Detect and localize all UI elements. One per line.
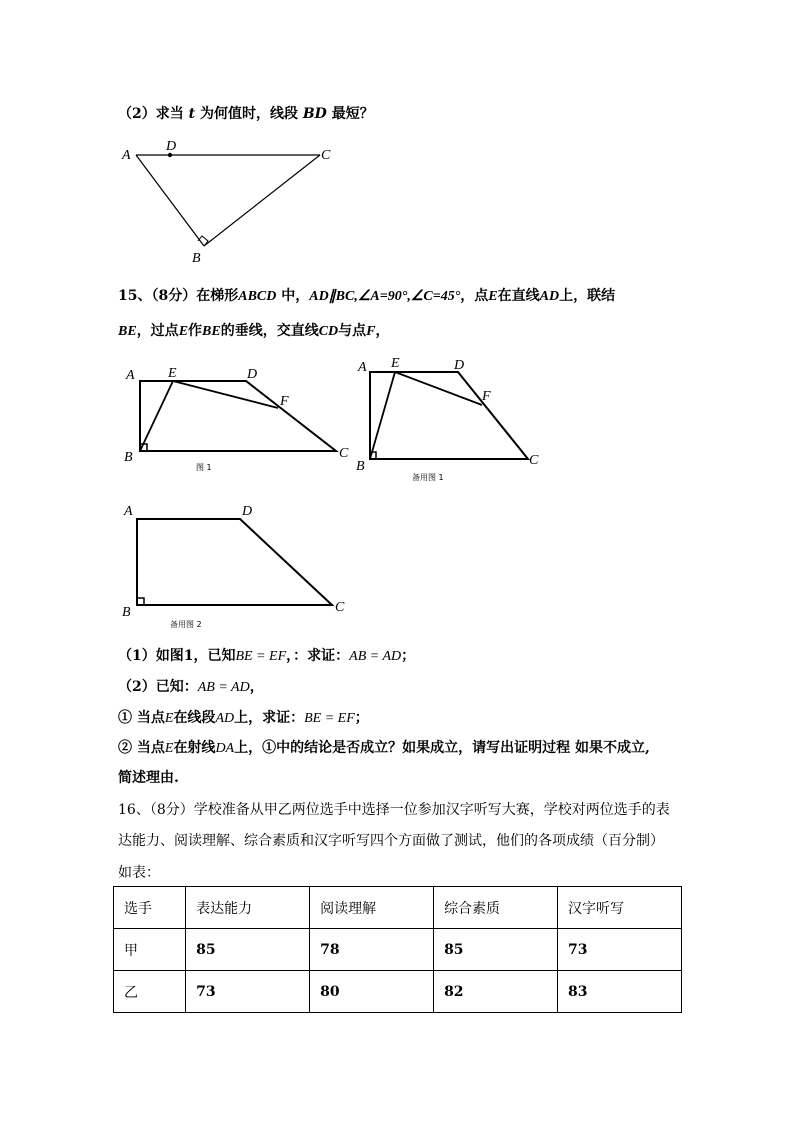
table-cell: 85	[434, 929, 558, 971]
label-A: A	[122, 148, 131, 163]
q15-circ2-line2: 简述理由.	[118, 770, 179, 786]
label-E: E	[391, 356, 400, 371]
label-D: D	[242, 504, 253, 519]
q14-part2-text: （2）求当 t 为何值时，线段 BD 最短？	[118, 106, 374, 122]
q15-backup-figure-2	[118, 498, 358, 633]
figure-caption: 备用图 1	[412, 473, 444, 482]
q15-figure-1	[118, 360, 358, 475]
header-cell: 表达能力	[186, 887, 310, 929]
table-row	[114, 971, 682, 1013]
header-cell: 汉字听写	[558, 887, 682, 929]
label-B: B	[122, 605, 131, 620]
q15-circ2: ② 当点E在射线DA上，①中的结论是否成立？如果成立，请写出证明过程 如果不成立,	[118, 740, 650, 756]
table-row	[114, 929, 682, 971]
label-C: C	[321, 148, 331, 163]
label-C: C	[335, 600, 345, 615]
label-E: E	[168, 366, 177, 381]
label-A: A	[124, 504, 133, 519]
label-F: F	[280, 394, 289, 409]
label-A: A	[126, 368, 135, 383]
table-cell: 78	[310, 929, 434, 971]
label-A: A	[358, 360, 367, 375]
scores-table	[113, 886, 682, 1013]
label-B: B	[124, 450, 133, 465]
q15-line1: 15、（8分）在梯形ABCD 中，AD∥BC,∠A=90°,∠C=45°，点E在直线AD上，联结	[118, 288, 616, 304]
table-cell: 85	[186, 929, 310, 971]
label-C: C	[529, 453, 539, 468]
table-cell: 80	[310, 971, 434, 1013]
q16-line1: 16、（8分）学校准备从甲乙两位选手中选择一位参加汉字听写大赛，学校对两位选手的表	[118, 802, 670, 818]
q16-line2: 达能力、阅读理解、综合素质和汉字听写四个方面做了测试，他们的各项成绩（百分制）	[118, 833, 664, 849]
label-B: B	[192, 251, 201, 266]
label-D: D	[166, 139, 177, 154]
q15-backup-figure-1	[352, 352, 552, 487]
header-cell: 阅读理解	[310, 887, 434, 929]
table-cell: 83	[558, 971, 682, 1013]
table-header-row	[114, 887, 682, 929]
q15-line2: BE，过点E作BE的垂线，交直线CD与点F，	[118, 323, 390, 339]
q16-line3: 如表：	[118, 865, 160, 881]
label-D: D	[247, 367, 258, 382]
table-cell: 73	[186, 971, 310, 1013]
header-cell: 选手	[114, 887, 186, 929]
table-cell: 甲	[114, 929, 186, 971]
figure-caption: 图 1	[196, 463, 212, 472]
table-cell: 73	[558, 929, 682, 971]
q15-circ1: ① 当点E在线段AD上，求证：BE = EF；	[118, 710, 369, 726]
table-cell: 82	[434, 971, 558, 1013]
label-C: C	[339, 446, 349, 461]
q15-sub1: （1）如图1，已知BE = EF，：求证：AB = AD；	[118, 648, 416, 664]
q15-sub2: （2）已知：AB = AD，	[118, 679, 264, 695]
table-cell: 乙	[114, 971, 186, 1013]
header-cell: 综合素质	[434, 887, 558, 929]
figure-caption: 备用图 2	[170, 620, 202, 629]
q14-triangle-figure	[110, 138, 350, 268]
label-D: D	[454, 358, 465, 373]
label-F: F	[482, 389, 491, 404]
label-B: B	[356, 459, 365, 474]
